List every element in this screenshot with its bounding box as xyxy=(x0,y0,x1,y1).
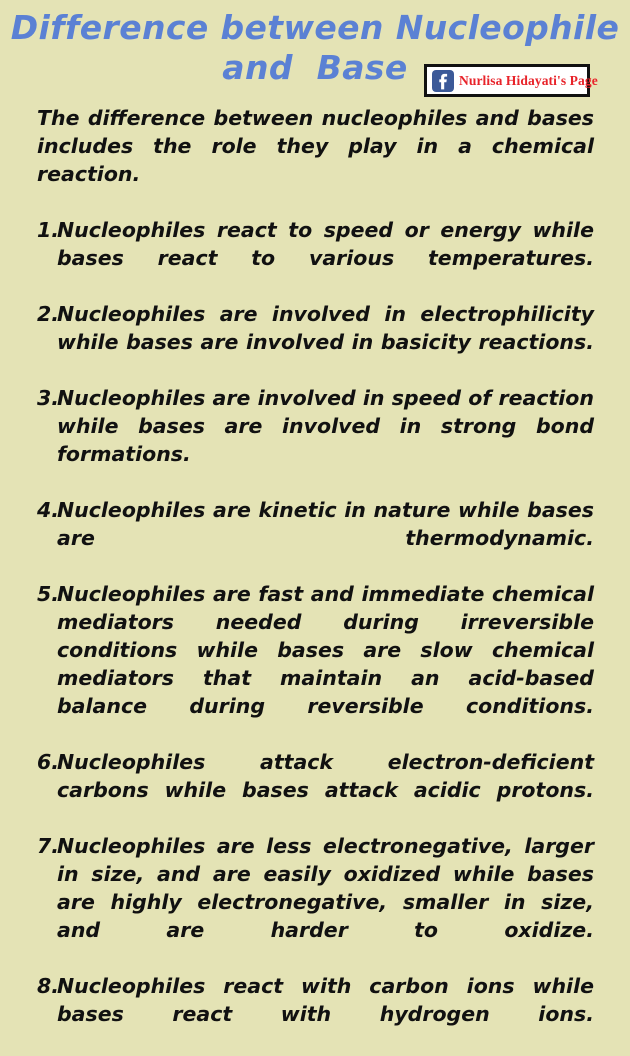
list-item-number: 2. xyxy=(37,302,60,326)
list-item xyxy=(37,972,594,1056)
list-item xyxy=(37,496,594,580)
list-item-number: 4. xyxy=(37,498,60,522)
list-item-text: Nucleophiles are kinetic in nature while bases are thermodynamic. xyxy=(57,498,594,550)
facebook-page-badge[interactable] xyxy=(424,64,598,97)
list-item xyxy=(37,384,594,496)
list-item-number: 6. xyxy=(37,750,60,774)
list-item-text: Nucleophiles react to speed or energy while bases react to various temperatures. xyxy=(57,218,594,270)
list-item-text: Nucleophiles are less electronegative, larger in size, and are easily oxidized while bases are highly electronegative, smaller in size, and are harder to oxidize. xyxy=(57,834,594,942)
intro-paragraph: The difference between nucleophiles and bases includes the role they play in a chemical reaction. xyxy=(37,106,594,186)
list-item xyxy=(37,832,594,972)
list-item xyxy=(37,216,594,300)
list-item-text: Nucleophiles are involved in electrophilicity while bases are involved in basicity reactions. xyxy=(57,302,594,354)
list-item-text: Nucleophiles are fast and immediate chemical mediators needed during irreversible conditions while bases are slow chemical mediators that maintain an acid-based balance during reversible conditions. xyxy=(57,582,594,718)
list-item xyxy=(37,580,594,748)
facebook-page-name: Nurlisa Hidayati's Page xyxy=(459,73,598,88)
list-item-number: 7. xyxy=(37,834,60,858)
list-item-number: 1. xyxy=(37,218,60,242)
list-item-number: 3. xyxy=(37,386,60,410)
list-item-number: 8. xyxy=(37,974,60,998)
list-item xyxy=(37,748,594,832)
list-item xyxy=(37,300,594,384)
list-item-text: Nucleophiles attack electron-deficient carbons while bases attack acidic protons. xyxy=(57,750,594,802)
list-item-text: Nucleophiles are involved in speed of reaction while bases are involved in strong bond formations. xyxy=(57,386,594,466)
difference-list xyxy=(37,216,594,1056)
content-body xyxy=(37,104,594,1056)
list-item-text: Nucleophiles react with carbon ions while bases react with hydrogen ions. xyxy=(57,974,594,1026)
page-title-line-1: Difference between Nucleophile xyxy=(10,8,620,47)
facebook-icon xyxy=(432,70,454,92)
page-title-line-2: and Base xyxy=(222,48,408,87)
list-item-number: 5. xyxy=(37,582,60,606)
